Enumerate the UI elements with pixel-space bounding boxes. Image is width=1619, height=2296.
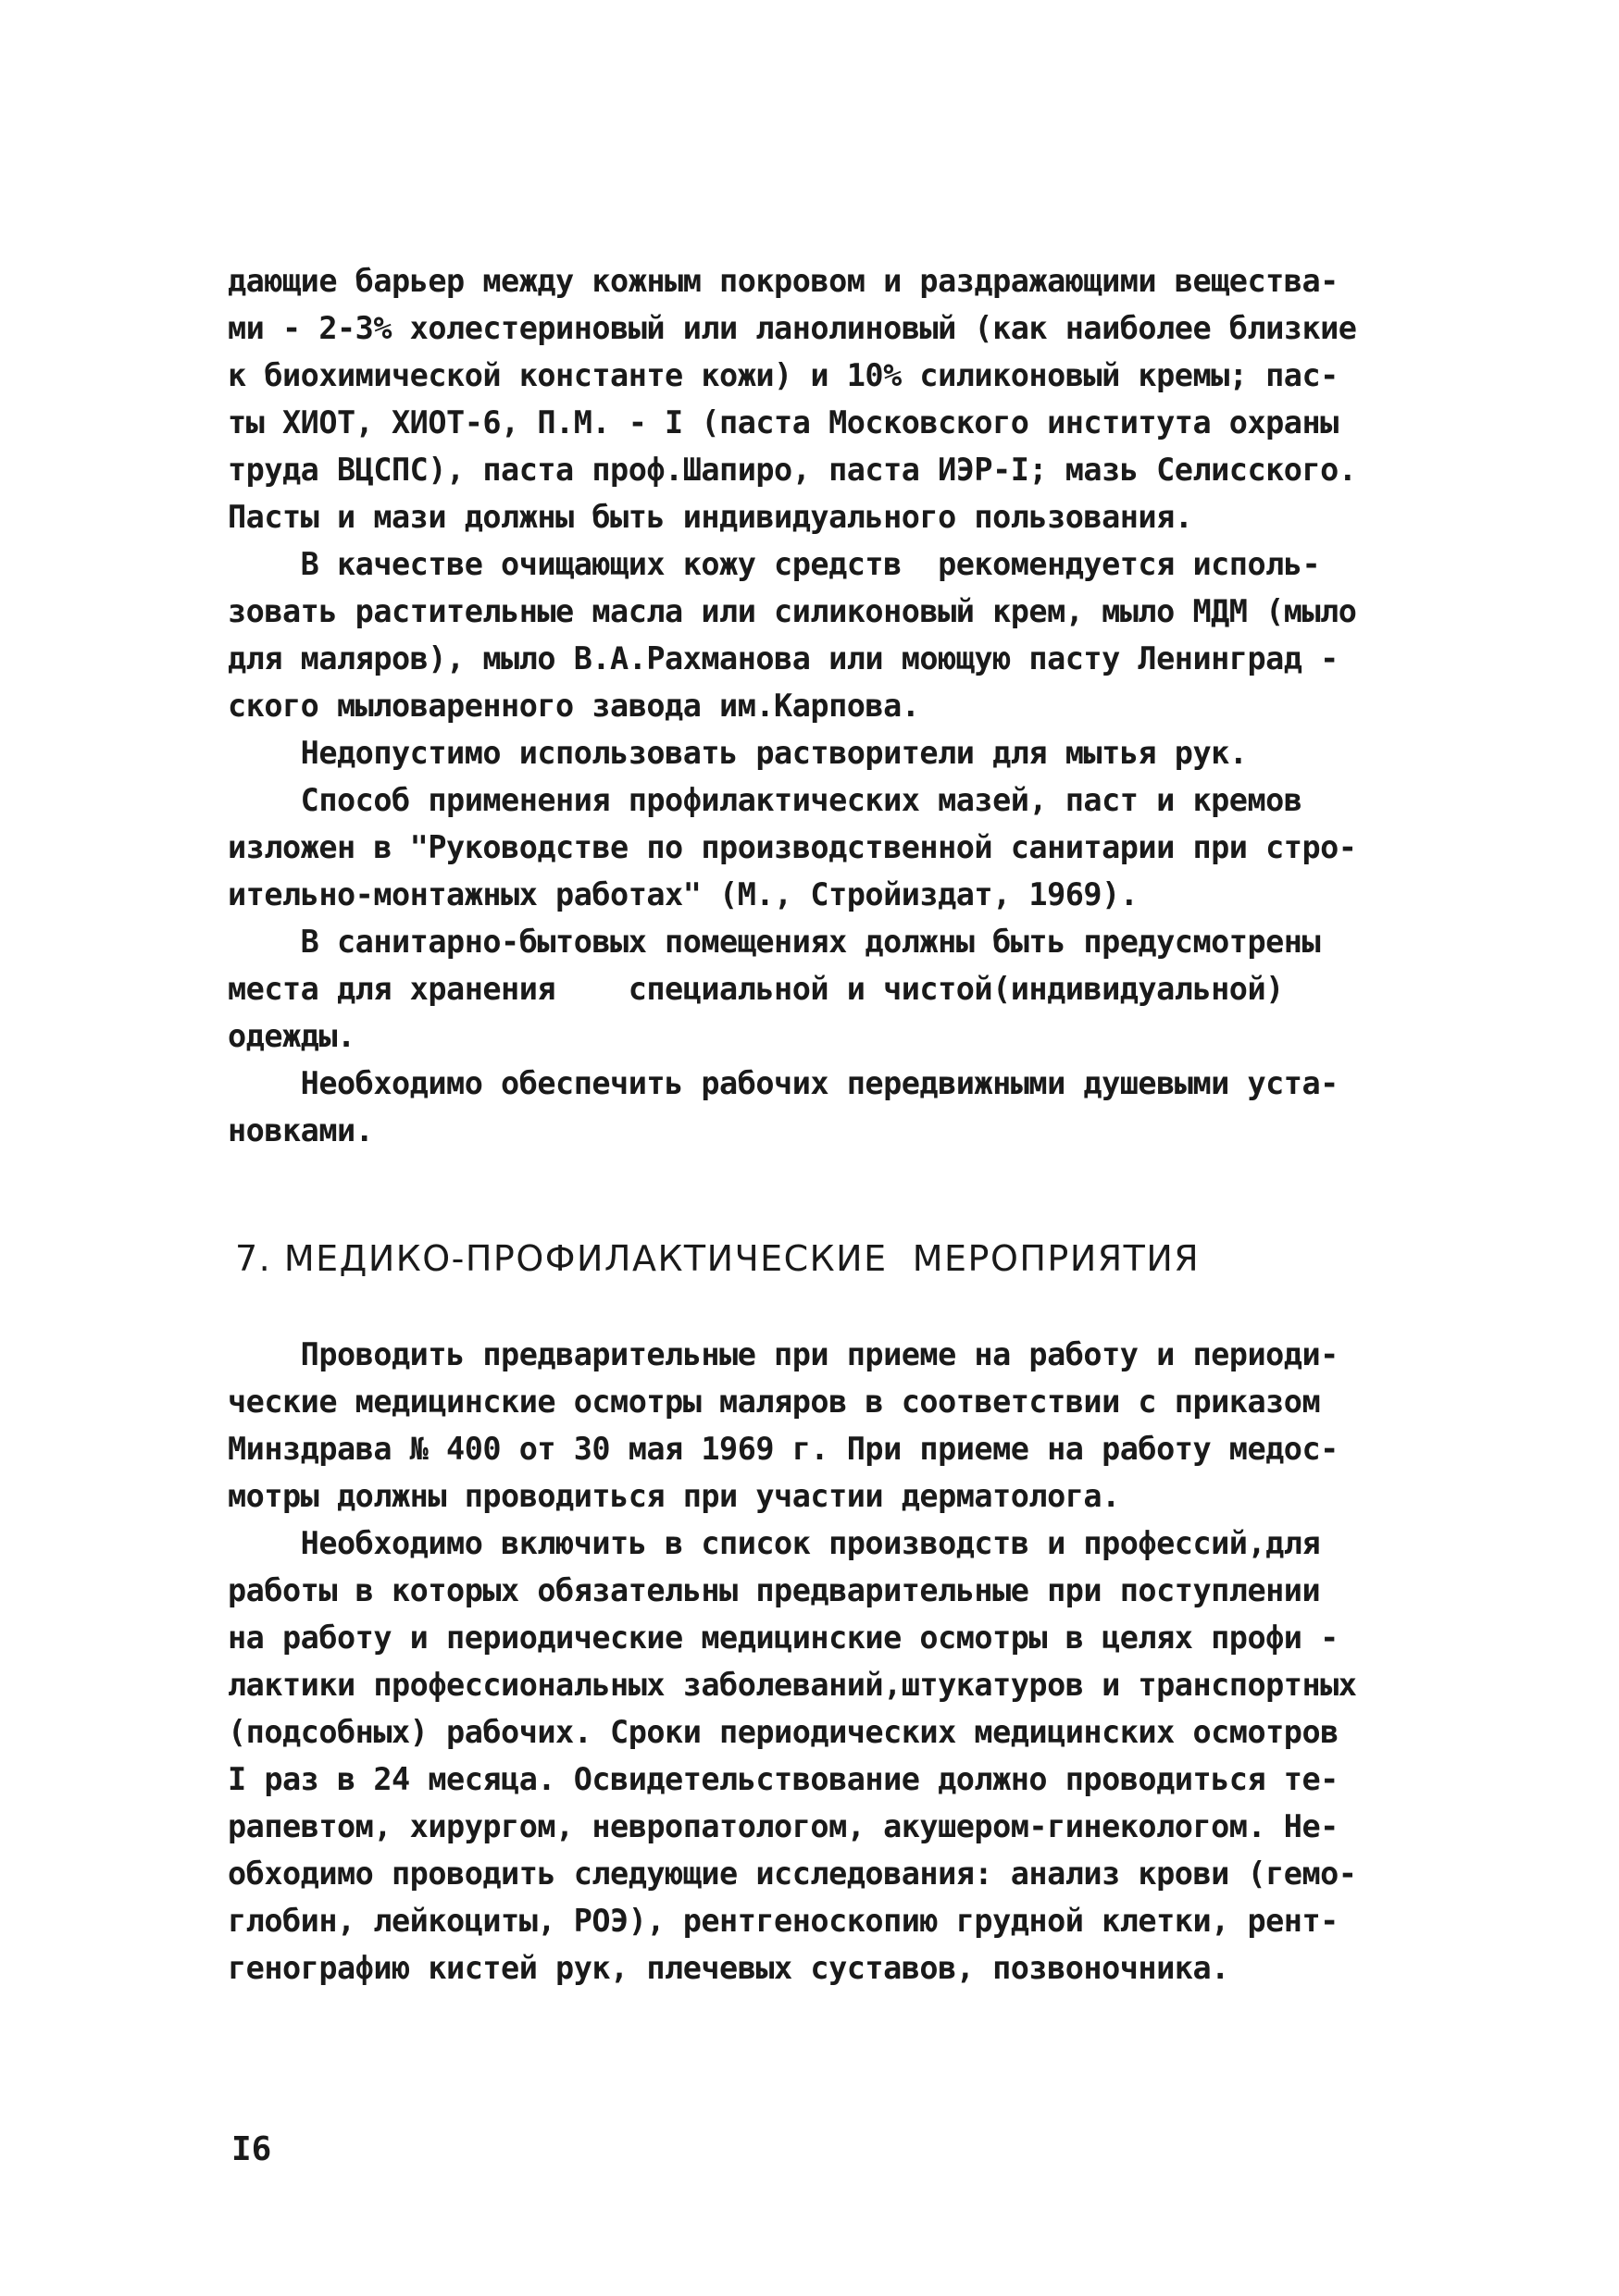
text-line: Необходимо обеспечить рабочих передвижными душевыми уста- — [228, 1065, 1339, 1101]
text-line: новками. — [228, 1112, 374, 1148]
text-line: на работу и периодические медицинские осмотры в целях профи - — [228, 1620, 1339, 1656]
text-line: Необходимо включить в список производств и профессий,для — [228, 1525, 1321, 1561]
section-body — [228, 1331, 1403, 1992]
text-line: (подсобных) рабочих. Сроки периодических медицинских осмотров — [228, 1714, 1339, 1750]
text-line: ты ХИОТ, ХИОТ-6, П.М. - I (паста Московского института охраны — [228, 404, 1339, 441]
text-line: места для хранения специальной и чистой(индивидуальной) — [228, 971, 1284, 1007]
text-line: труда ВЦСПС), паста проф.Шапиро, паста ИЭР-I; мазь Селисского. — [228, 452, 1357, 488]
page-number: I6 — [231, 2130, 272, 2168]
text-line: дающие барьер между кожным покровом и раздражающими вещества- — [228, 263, 1339, 299]
text-line: Проводить предварительные при приеме на работу и периоди- — [228, 1336, 1339, 1372]
text-line: зовать растительные масла или силиконовый крем, мыло МДМ (мыло — [228, 593, 1357, 629]
text-line: В качестве очищающих кожу средств рекомендуется исполь- — [228, 546, 1321, 582]
paragraphs-continuation — [228, 257, 1403, 1154]
text-line: изложен в "Руководстве по производственной санитарии при стро- — [228, 829, 1357, 865]
text-line: ми - 2-3% холестериновый или ланолиновый (как наиболее близкие — [228, 310, 1357, 346]
text-line: ческие медицинские осмотры маляров в соответствии с приказом — [228, 1384, 1321, 1420]
text-line: лактики профессиональных заболеваний,штукатуров и транспортных — [228, 1667, 1357, 1703]
text-line: Минздрава № 400 от 30 мая 1969 г. При приеме на работу медос- — [228, 1431, 1339, 1467]
text-line: I раз в 24 месяца. Освидетельствование должно проводиться те- — [228, 1761, 1339, 1797]
text-line: работы в которых обязательны предварительные при поступлении — [228, 1572, 1321, 1608]
text-line: одежды. — [228, 1018, 355, 1054]
text-line: ительно-монтажных работах" (М., Стройиздат, 1969). — [228, 876, 1139, 912]
section-heading: 7. МЕДИКО-ПРОФИЛАКТИЧЕСКИЕ МЕРОПРИЯТИЯ — [235, 1238, 1201, 1279]
text-line: обходимо проводить следующие исследования: анализ крови (гемо- — [228, 1855, 1357, 1892]
text-line: ского мыловаренного завода им.Карпова. — [228, 688, 920, 724]
text-line: генографию кистей рук, плечевых суставов, позвоночника. — [228, 1950, 1229, 1986]
text-line: глобин, лейкоциты, РОЭ), рентгеноскопию грудной клетки, рент- — [228, 1903, 1339, 1939]
text-line: для маляров), мыло В.А.Рахманова или моющую пасту Ленинград - — [228, 640, 1339, 676]
text-line: Способ применения профилактических мазей, паст и кремов — [228, 782, 1302, 818]
text-line: к биохимической константе кожи) и 10% силиконовый кремы; пас- — [228, 357, 1339, 393]
text-line: Недопустимо использовать растворители для мытья рук. — [228, 735, 1248, 771]
text-line: Пасты и мази должны быть индивидуального пользования. — [228, 499, 1193, 535]
text-line: В санитарно-бытовых помещениях должны быть предусмотрены — [228, 924, 1321, 960]
text-line: мотры должны проводиться при участии дерматолога. — [228, 1478, 1120, 1514]
text-line: рапевтом, хирургом, невропатологом, акушером-гинекологом. Не- — [228, 1808, 1339, 1844]
